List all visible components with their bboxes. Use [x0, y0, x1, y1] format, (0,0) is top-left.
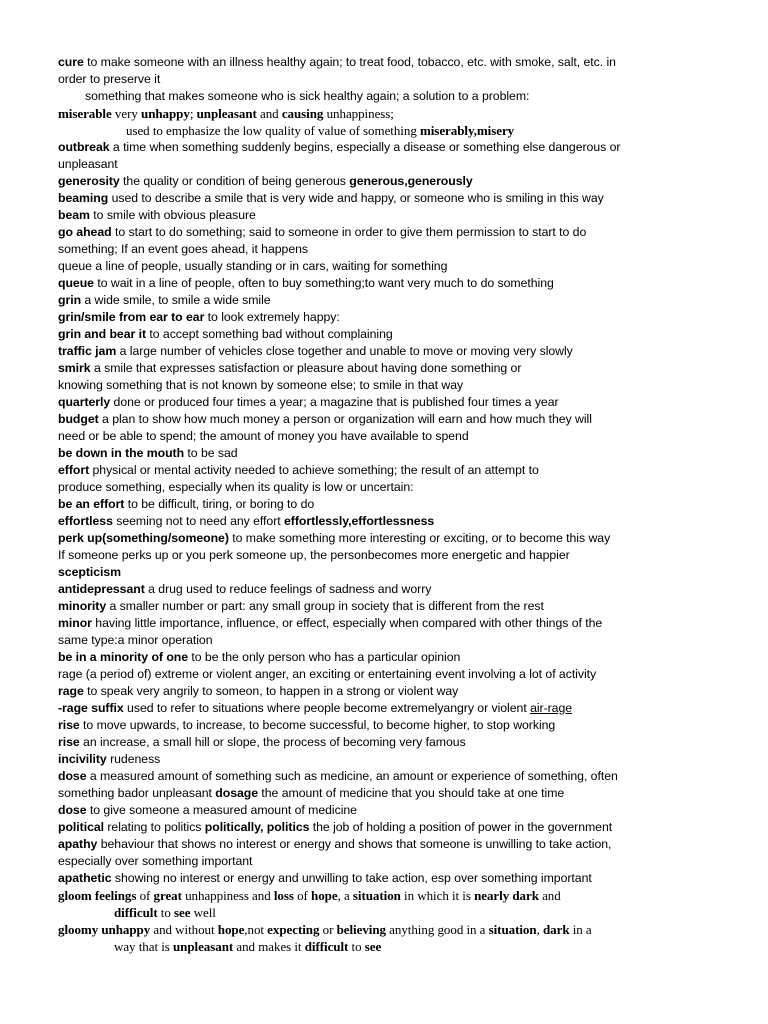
text-segment: knowing something that is not known by someone else; to smile in that way: [58, 378, 464, 392]
underlined-text: air-rage: [530, 701, 573, 715]
text-line: [58, 207, 718, 224]
text-line: [58, 904, 718, 921]
term-bold: unpleasant: [172, 939, 234, 954]
term-bold: beaming: [58, 191, 109, 205]
term-bold: difficult: [114, 905, 158, 920]
text-line: [58, 173, 718, 190]
term-bold: gloom feelings: [58, 888, 137, 903]
term-bold: dose: [58, 803, 87, 817]
text-segment: a measured amount of something such as medicine, an amount or experience of something, often: [86, 769, 618, 783]
text-segment: way that is: [114, 939, 173, 954]
text-line: [58, 564, 718, 581]
text-segment: to start to do something; said to someone in order to give them permission to start to do: [111, 225, 587, 239]
text-segment: an increase, a small hill or slope, the process of becoming very famous: [79, 735, 466, 749]
text-segment: a time when something suddenly begins, especially a disease or something else dangerous or: [109, 140, 621, 154]
text-line: [58, 938, 718, 955]
text-line: [58, 819, 718, 836]
term-bold: apathetic: [58, 871, 112, 885]
term-bold: dose: [58, 769, 87, 783]
text-segment: physical or mental activity needed to achieve something; the result of an attempt to: [89, 463, 539, 477]
text-line: [58, 853, 718, 870]
text-segment: to smile with obvious pleasure: [89, 208, 256, 222]
text-line: [58, 462, 718, 479]
text-line: [58, 139, 718, 156]
term-bold: antidepressant: [58, 582, 145, 596]
text-segment: a large number of vehicles close together and unable to move or moving very slowly: [116, 344, 573, 358]
text-segment: done or produced four times a year; a magazine that is published four times a year: [110, 395, 559, 409]
term-bold: smirk: [58, 361, 91, 375]
text-segment: a wide smile, to smile a wide smile: [81, 293, 271, 307]
term-bold: rise: [58, 718, 80, 732]
term-bold: unpleasant: [196, 106, 257, 121]
text-line: [58, 105, 718, 122]
text-segment: used to refer to situations where people become extremelyangry or violent: [123, 701, 531, 715]
text-line: [58, 836, 718, 853]
text-line: [58, 734, 718, 751]
term-bold: gloomy unhappy: [58, 922, 151, 937]
text-line: [58, 547, 718, 564]
text-segment: ,: [536, 922, 543, 937]
term-bold: expecting: [267, 922, 320, 937]
term-bold: causing: [281, 106, 324, 121]
text-segment: same type:a minor operation: [58, 633, 213, 647]
text-line: [58, 768, 718, 785]
term-bold: outbreak: [58, 140, 110, 154]
text-segment: something; If an event goes ahead, it happens: [58, 242, 309, 256]
text-line: [58, 275, 718, 292]
text-line: [58, 411, 718, 428]
text-line: [58, 241, 718, 258]
text-segment: and: [538, 888, 561, 903]
term-bold: politically, politics: [204, 820, 310, 834]
text-segment: the amount of medicine that you should take at one time: [258, 786, 565, 800]
term-bold: miserably,misery: [419, 123, 515, 138]
text-segment: something that makes someone who is sick healthy again; a solution to a problem:: [85, 89, 530, 103]
term-bold: apathy: [58, 837, 98, 851]
term-bold: difficult: [304, 939, 349, 954]
term-bold: effortless: [58, 514, 113, 528]
text-line: [58, 88, 718, 105]
text-line: [58, 343, 718, 360]
text-segment: especially over something important: [58, 854, 253, 868]
term-bold: nearly dark: [474, 888, 539, 903]
text-line: [58, 479, 718, 496]
term-bold: loss: [273, 888, 294, 903]
term-bold: budget: [58, 412, 99, 426]
text-segment: a smaller number or part: any small group in society that is different from the rest: [106, 599, 544, 613]
text-segment: relating to politics: [104, 820, 205, 834]
text-segment: to: [348, 939, 365, 954]
text-line: [58, 700, 718, 717]
text-segment: unpleasant: [58, 157, 118, 171]
text-line: [58, 717, 718, 734]
text-line: [58, 581, 718, 598]
term-bold: situation: [488, 922, 537, 937]
term-bold: see: [174, 905, 191, 920]
text-segment: the job of holding a position of power in the government: [309, 820, 613, 834]
text-segment: to be sad: [184, 446, 238, 460]
text-segment: to make something more interesting or exciting, or to become this way: [228, 531, 611, 545]
term-bold: hope: [217, 922, 245, 937]
term-bold: hope: [311, 888, 338, 903]
term-bold: scepticism: [58, 565, 122, 579]
text-segment: showing no interest or energy and unwilling to take action, esp over something important: [111, 871, 592, 885]
term-bold: dark: [542, 922, 570, 937]
text-segment: rage (a period of) extreme or violent anger, an exciting or entertaining event involving a lot of activity: [58, 667, 597, 681]
term-bold: incivility: [58, 752, 107, 766]
text-segment: something bador unpleasant: [58, 786, 216, 800]
term-bold: rise: [58, 735, 80, 749]
text-segment: If someone perks up or you perk someone up, the personbecomes more energetic and happier: [58, 548, 570, 562]
term-bold: political: [58, 820, 105, 834]
text-segment: and: [256, 106, 282, 121]
text-segment: and makes it: [233, 939, 305, 954]
text-segment: to give someone a measured amount of medicine: [86, 803, 357, 817]
text-segment: unhappiness and: [181, 888, 274, 903]
text-segment: very: [111, 106, 142, 121]
text-segment: used to emphasize the low quality of value of something: [126, 123, 420, 138]
term-bold: minor: [58, 616, 92, 630]
text-line: [58, 258, 718, 275]
term-bold: effort: [58, 463, 90, 477]
text-segment: to accept something bad without complaining: [146, 327, 393, 341]
text-line: [58, 887, 718, 904]
term-bold: grin: [58, 293, 82, 307]
text-line: [58, 649, 718, 666]
text-segment: rudeness: [106, 752, 161, 766]
text-segment: need or be able to spend; the amount of money you have available to spend: [58, 429, 469, 443]
term-bold: miserable: [58, 106, 112, 121]
text-line: [58, 292, 718, 309]
text-segment: of: [136, 888, 154, 903]
text-segment: a drug used to reduce feelings of sadness and worry: [144, 582, 432, 596]
text-line: [58, 666, 718, 683]
text-segment: in a: [569, 922, 592, 937]
text-line: [58, 785, 718, 802]
term-bold: great: [153, 888, 182, 903]
term-bold: traffic jam: [58, 344, 117, 358]
text-line: [58, 326, 718, 343]
term-bold: minority: [58, 599, 107, 613]
text-segment: anything good in a: [385, 922, 489, 937]
term-bold: rage: [58, 684, 84, 698]
term-bold: go ahead: [58, 225, 112, 239]
term-bold: situation: [352, 888, 401, 903]
text-segment: a plan to show how much money a person or organization will earn and how much they will: [98, 412, 592, 426]
text-segment: to make someone with an illness healthy again; to treat food, tobacco, etc. with smoke, salt, etc. in: [83, 55, 616, 69]
text-line: [58, 513, 718, 530]
term-bold: generosity: [58, 174, 120, 188]
term-bold: queue: [58, 276, 94, 290]
text-line: [58, 54, 718, 71]
text-segment: ,not: [244, 922, 268, 937]
term-bold: unhappy: [141, 106, 190, 121]
text-line: [58, 156, 718, 173]
term-bold: cure: [58, 55, 84, 69]
text-line: [58, 394, 718, 411]
text-segment: to: [157, 905, 175, 920]
text-line: [58, 751, 718, 768]
text-line: [58, 598, 718, 615]
text-line: [58, 683, 718, 700]
text-segment: ;: [189, 106, 197, 121]
text-segment: queue a line of people, usually standing or in cars, waiting for something: [58, 259, 448, 273]
text-segment: , a: [337, 888, 353, 903]
term-bold: grin and bear it: [58, 327, 147, 341]
text-segment: or: [319, 922, 337, 937]
text-line: [58, 122, 718, 139]
text-segment: to move upwards, to increase, to become successful, to become higher, to stop working: [79, 718, 556, 732]
text-line: [58, 615, 718, 632]
text-segment: well: [190, 905, 216, 920]
term-bold: see: [364, 939, 382, 954]
term-bold: beam: [58, 208, 90, 222]
text-line: [58, 428, 718, 445]
text-line: [58, 224, 718, 241]
text-segment: unhappiness;: [323, 106, 394, 121]
term-bold: quarterly: [58, 395, 111, 409]
text-segment: behaviour that shows no interest or energy and shows that someone is unwilling to take action,: [97, 837, 612, 851]
text-segment: used to describe a smile that is very wide and happy, or someone who is smiling in this way: [108, 191, 604, 205]
text-line: [58, 190, 718, 207]
text-segment: of: [293, 888, 312, 903]
term-bold: perk up(something/someone): [58, 531, 229, 545]
text-line: [58, 71, 718, 88]
term-bold: be in a minority of one: [58, 650, 189, 664]
text-segment: to wait in a line of people, often to buy something;to want very much to do something: [93, 276, 554, 290]
text-segment: to be difficult, tiring, or boring to do: [124, 497, 315, 511]
text-line: [58, 496, 718, 513]
text-segment: in which it is: [400, 888, 475, 903]
text-line: [58, 309, 718, 326]
term-bold: effortlessly,effortlessness: [284, 514, 435, 528]
term-bold: be an effort: [58, 497, 125, 511]
text-line: [58, 921, 718, 938]
text-line: [58, 870, 718, 887]
text-segment: to be the only person who has a particular opinion: [188, 650, 461, 664]
text-segment: having little importance, influence, or effect, especially when compared with other things of the: [91, 616, 603, 630]
term-bold: dosage: [215, 786, 259, 800]
text-line: [58, 377, 718, 394]
text-segment: seeming not to need any effort: [112, 514, 284, 528]
text-segment: order to preserve it: [58, 72, 161, 86]
text-segment: and without: [150, 922, 218, 937]
term-bold: -rage suffix: [58, 701, 124, 715]
text-line: [58, 445, 718, 462]
term-bold: believing: [336, 922, 386, 937]
term-bold: grin/smile from ear to ear: [58, 310, 205, 324]
term-bold: be down in the mouth: [58, 446, 185, 460]
text-line: [58, 530, 718, 547]
term-bold: generous,generously: [349, 174, 473, 188]
text-segment: a smile that expresses satisfaction or pleasure about having done something or: [90, 361, 522, 375]
text-segment: to look extremely happy:: [204, 310, 340, 324]
text-segment: to speak very angrily to someon, to happen in a strong or violent way: [83, 684, 459, 698]
text-line: [58, 360, 718, 377]
text-segment: produce something, especially when its quality is low or uncertain:: [58, 480, 414, 494]
text-line: [58, 632, 718, 649]
text-line: [58, 802, 718, 819]
text-segment: the quality or condition of being generous: [119, 174, 350, 188]
